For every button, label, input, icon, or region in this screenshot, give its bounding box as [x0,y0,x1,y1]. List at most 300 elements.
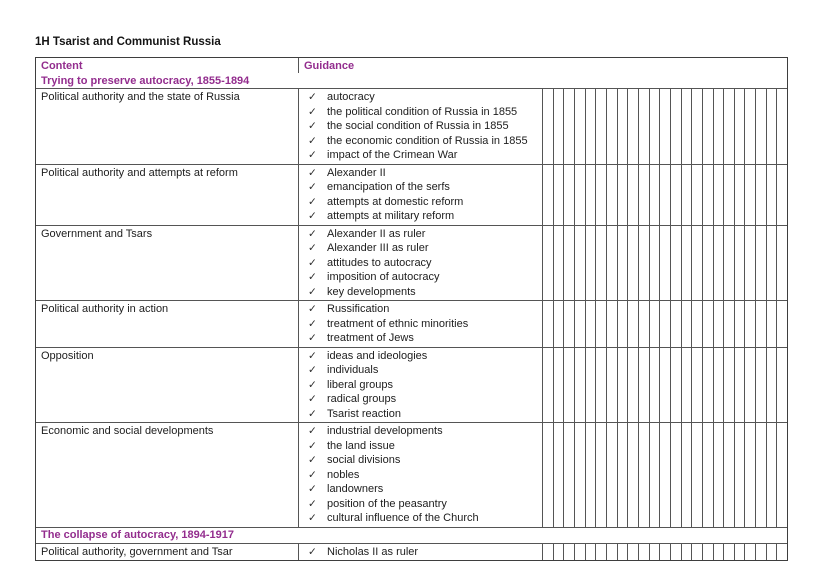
check-icon: ✓ [308,317,317,330]
tick-cell[interactable] [659,348,670,423]
tick-cell[interactable] [542,301,553,347]
tick-cell[interactable] [553,226,564,301]
guidance-item [299,90,542,105]
check-icon: ✓ [308,285,317,298]
tick-cell[interactable] [606,226,617,301]
column-header-guidance: Guidance [298,58,787,73]
tick-cell[interactable] [627,89,638,164]
guidance-list [299,544,542,561]
guidance-item [299,148,542,163]
tick-cells [542,89,787,164]
guidance-item [299,119,542,134]
tick-cell[interactable] [734,89,745,164]
table-row [36,543,787,561]
tick-cells [542,165,787,225]
content-cell [36,544,298,561]
check-icon: ✓ [308,120,317,132]
tick-cell[interactable] [702,165,713,225]
tick-cell[interactable] [670,348,681,423]
tick-cell[interactable] [766,423,777,527]
tick-cell[interactable] [776,226,787,301]
tick-cell[interactable] [713,544,724,561]
tick-cell[interactable] [659,226,670,301]
tick-cell[interactable] [553,89,564,164]
column-header-content: Content [41,59,83,72]
tick-cell[interactable] [606,301,617,347]
guidance-item-label: individuals [327,364,379,376]
tick-cell[interactable] [713,89,724,164]
tick-cell[interactable] [670,226,681,301]
tick-cell[interactable] [713,226,724,301]
section-label: Trying to preserve autocracy, 1855-1894 [41,74,250,87]
tick-cell[interactable] [755,89,766,164]
tick-cell[interactable] [606,89,617,164]
tick-cell[interactable] [681,301,692,347]
tick-cell[interactable] [744,89,755,164]
tick-cell[interactable] [766,544,777,561]
tick-cell[interactable] [681,89,692,164]
check-icon: ✓ [308,393,317,405]
content-cell [36,226,298,301]
tick-cell[interactable] [755,301,766,347]
tick-cell[interactable] [766,89,777,164]
tick-cell[interactable] [681,165,692,225]
tick-cell[interactable] [681,544,692,561]
guidance-item [299,317,542,332]
tick-cell[interactable] [542,423,553,527]
tick-cell[interactable] [723,165,734,225]
guidance-item [299,134,542,149]
guidance-list [299,89,542,164]
tick-cell[interactable] [723,348,734,423]
tick-cell[interactable] [649,226,660,301]
tick-cell[interactable] [563,423,574,527]
tick-cell[interactable] [755,348,766,423]
table-body [36,73,787,560]
tick-cell[interactable] [574,165,585,225]
tick-cell[interactable] [574,89,585,164]
guidance-item [299,166,542,181]
tick-cell[interactable] [617,301,628,347]
guidance-cell [298,301,542,347]
tick-cell[interactable] [691,226,702,301]
tick-cell[interactable] [638,348,649,423]
guidance-item [299,256,542,271]
tick-cell[interactable] [734,226,745,301]
tick-cell[interactable] [649,89,660,164]
tick-cell[interactable] [574,301,585,347]
guidance-item-label: treatment of Jews [327,332,414,344]
guidance-item-label: imposition of autocracy [327,271,440,283]
tick-cell[interactable] [723,89,734,164]
tick-cell[interactable] [713,348,724,423]
tick-cell[interactable] [734,301,745,347]
guidance-item-label: the economic condition of Russia in 1855 [327,134,528,147]
table-row [36,225,787,301]
tick-cell[interactable] [702,301,713,347]
guidance-item-label: the political condition of Russia in 1855 [327,105,518,118]
tick-cell[interactable] [744,226,755,301]
guidance-cell [298,348,542,423]
tick-cell[interactable] [755,544,766,561]
check-icon: ✓ [308,149,317,161]
guidance-list [299,226,542,301]
guidance-cell [298,89,542,164]
tick-cell[interactable] [627,423,638,527]
tick-cell[interactable] [702,226,713,301]
guidance-item [299,439,542,454]
tick-cell[interactable] [617,89,628,164]
tick-cell[interactable] [595,89,606,164]
content-label: Political authority and the state of Russia [41,91,240,103]
check-icon: ✓ [308,210,317,222]
check-icon: ✓ [308,166,317,179]
guidance-item-label: position of the peasantry [327,497,447,510]
content-cell [36,348,298,423]
tick-cell[interactable] [638,89,649,164]
tick-cell[interactable] [563,348,574,423]
check-icon: ✓ [308,227,317,240]
tick-cell[interactable] [574,348,585,423]
tick-cell[interactable] [606,165,617,225]
guidance-item-label: social divisions [327,454,401,466]
tick-cell[interactable] [553,423,564,527]
tick-cell[interactable] [585,348,596,423]
check-icon: ✓ [308,407,317,420]
guidance-item-label: industrial developments [327,425,443,437]
content-label: Government and Tsars [41,227,153,240]
tick-cell[interactable] [627,301,638,347]
content-cell [36,423,298,527]
tick-cell[interactable] [670,423,681,527]
tick-cell[interactable] [585,301,596,347]
guidance-cell [298,544,542,561]
tick-cell[interactable] [542,544,553,561]
tick-cell[interactable] [585,165,596,225]
tick-cell[interactable] [563,226,574,301]
tick-cell[interactable] [723,301,734,347]
tick-cell[interactable] [776,348,787,423]
tick-cell[interactable] [776,89,787,164]
content-cell [36,89,298,164]
tick-cell[interactable] [627,348,638,423]
tick-cell[interactable] [670,301,681,347]
guidance-item-label: Nicholas II as ruler [327,545,419,558]
guidance-item [299,227,542,242]
tick-cell[interactable] [553,301,564,347]
tick-cell[interactable] [670,544,681,561]
guidance-item [299,285,542,300]
guidance-item-label: Alexander III as ruler [327,242,429,254]
guidance-item-label: liberal groups [327,378,394,391]
guidance-cell [298,165,542,225]
tick-cell[interactable] [638,165,649,225]
tick-cell[interactable] [776,423,787,527]
tick-cell[interactable] [617,423,628,527]
check-icon: ✓ [308,349,317,362]
guidance-list [299,301,542,347]
tick-cell[interactable] [585,423,596,527]
tick-cell[interactable] [681,226,692,301]
tick-cell[interactable] [755,165,766,225]
guidance-item [299,331,542,346]
tick-cell[interactable] [691,544,702,561]
tick-cell[interactable] [734,165,745,225]
tick-cells [542,348,787,423]
check-icon: ✓ [308,545,317,558]
guidance-item-label: attempts at domestic reform [327,195,464,208]
check-icon: ✓ [308,497,317,510]
tick-cell[interactable] [776,301,787,347]
tick-cell[interactable] [617,165,628,225]
table-row [36,88,787,164]
tick-cell[interactable] [563,89,574,164]
guidance-item-label: Alexander II as ruler [327,227,426,240]
guidance-item-label: impact of the Crimean War [327,149,458,161]
guidance-item-label: Alexander II [327,166,386,179]
guidance-cell [298,423,542,527]
content-label: Opposition [41,349,94,362]
tick-cell[interactable] [670,165,681,225]
guidance-list [299,348,542,423]
tick-cell[interactable] [617,348,628,423]
check-icon: ✓ [308,454,317,466]
tick-cell[interactable] [713,165,724,225]
tick-cell[interactable] [713,423,724,527]
tick-cell[interactable] [595,226,606,301]
tick-cell[interactable] [563,301,574,347]
check-icon: ✓ [308,181,317,193]
check-icon: ✓ [308,256,317,269]
guidance-item [299,349,542,364]
tick-cell[interactable] [659,89,670,164]
check-icon: ✓ [308,468,317,481]
check-icon: ✓ [308,378,317,391]
tick-cells [542,423,787,527]
check-icon: ✓ [308,91,317,103]
table-row [36,422,787,527]
tick-cell[interactable] [542,165,553,225]
tick-cell[interactable] [723,226,734,301]
tick-cell[interactable] [734,423,745,527]
guidance-item [299,497,542,512]
tick-cell[interactable] [723,423,734,527]
content-label: Political authority, government and Tsar [41,545,233,558]
tick-cell[interactable] [681,423,692,527]
tick-cell[interactable] [542,348,553,423]
guidance-item-label: Tsarist reaction [327,407,401,420]
tick-cell[interactable] [627,226,638,301]
tick-cell[interactable] [766,348,777,423]
tick-cell[interactable] [638,301,649,347]
guidance-item [299,105,542,120]
guidance-item [299,453,542,468]
tick-cell[interactable] [776,544,787,561]
check-icon: ✓ [308,303,317,315]
tick-cell[interactable] [670,89,681,164]
section-row [36,527,787,543]
check-icon: ✓ [308,512,317,524]
tick-cell[interactable] [606,423,617,527]
tick-cell[interactable] [585,89,596,164]
guidance-item-label: Russification [327,303,390,315]
tick-cell[interactable] [659,544,670,561]
tick-cells [542,544,787,561]
tick-cell[interactable] [606,544,617,561]
table-header-row [36,58,787,73]
tick-cell[interactable] [563,544,574,561]
table-row [36,300,787,347]
tick-cell[interactable] [691,348,702,423]
tick-cell[interactable] [638,544,649,561]
tick-cell[interactable] [638,423,649,527]
tick-cell[interactable] [595,165,606,225]
tick-cell[interactable] [744,423,755,527]
tick-cell[interactable] [744,301,755,347]
content-label: Political authority in action [41,303,169,315]
content-cell [36,165,298,225]
check-icon: ✓ [308,364,317,376]
tick-cell[interactable] [638,226,649,301]
guidance-item-label: ideas and ideologies [327,349,428,362]
tick-cell[interactable] [659,301,670,347]
tick-cell[interactable] [702,544,713,561]
tick-cell[interactable] [766,301,777,347]
tick-cell[interactable] [649,423,660,527]
table-row [36,347,787,423]
check-icon: ✓ [308,271,317,283]
check-icon: ✓ [308,332,317,344]
tick-cell[interactable] [766,165,777,225]
guidance-item [299,302,542,317]
tick-cell[interactable] [659,165,670,225]
guidance-item [299,392,542,407]
tick-cell[interactable] [574,423,585,527]
guidance-item-label: nobles [327,468,360,481]
tick-cell[interactable] [574,544,585,561]
tick-cell[interactable] [734,544,745,561]
tick-cell[interactable] [659,423,670,527]
tick-cell[interactable] [649,348,660,423]
content-cell [36,301,298,347]
guidance-item [299,363,542,378]
tick-cell[interactable] [617,544,628,561]
check-icon: ✓ [308,134,317,147]
tick-cell[interactable] [553,348,564,423]
tick-cell[interactable] [723,544,734,561]
tick-cell[interactable] [702,89,713,164]
tick-cell[interactable] [585,544,596,561]
tick-cell[interactable] [681,348,692,423]
tick-cell[interactable] [595,348,606,423]
tick-cell[interactable] [574,226,585,301]
tick-cell[interactable] [606,348,617,423]
tick-cell[interactable] [627,544,638,561]
guidance-item [299,511,542,526]
check-icon: ✓ [308,425,317,437]
guidance-item [299,270,542,285]
guidance-item-label: attitudes to autocracy [327,256,432,269]
tick-cell[interactable] [649,544,660,561]
tick-cell[interactable] [776,165,787,225]
tick-cell[interactable] [627,165,638,225]
guidance-list [299,423,542,527]
guidance-item-label: treatment of ethnic minorities [327,317,469,330]
tick-cell[interactable] [755,423,766,527]
check-icon: ✓ [308,105,317,118]
guidance-item [299,241,542,256]
checklist-table [35,57,788,561]
tick-cell[interactable] [691,89,702,164]
tick-cell[interactable] [702,348,713,423]
table-row [36,164,787,225]
tick-cell[interactable] [649,165,660,225]
tick-cell[interactable] [595,423,606,527]
guidance-item-label: the social condition of Russia in 1855 [327,120,509,132]
guidance-item-label: key developments [327,285,416,298]
tick-cell[interactable] [553,165,564,225]
guidance-item [299,378,542,393]
check-icon: ✓ [308,483,317,495]
tick-cells [542,226,787,301]
guidance-item-label: landowners [327,483,384,495]
guidance-item [299,195,542,210]
guidance-item [299,209,542,224]
tick-cell[interactable] [691,423,702,527]
tick-cell[interactable] [542,89,553,164]
guidance-item-label: emancipation of the serfs [327,181,450,193]
guidance-cell [298,226,542,301]
guidance-item [299,424,542,439]
tick-cell[interactable] [744,544,755,561]
guidance-item [299,407,542,422]
tick-cell[interactable] [691,165,702,225]
tick-cell[interactable] [744,348,755,423]
tick-cell[interactable] [617,226,628,301]
guidance-item-label: radical groups [327,393,397,405]
content-label: Economic and social developments [41,425,214,437]
tick-cell[interactable] [691,301,702,347]
guidance-item-label: autocracy [327,91,375,103]
check-icon: ✓ [308,439,317,452]
tick-cell[interactable] [734,348,745,423]
guidance-item [299,180,542,195]
tick-cell[interactable] [755,226,766,301]
guidance-item [299,468,542,483]
tick-cell[interactable] [585,226,596,301]
tick-cells [542,301,787,347]
section-label: The collapse of autocracy, 1894-1917 [41,529,234,541]
tick-cell[interactable] [542,226,553,301]
tick-cell[interactable] [595,301,606,347]
tick-cell[interactable] [649,301,660,347]
guidance-list [299,165,542,225]
tick-cell[interactable] [563,165,574,225]
tick-cell[interactable] [702,423,713,527]
tick-cell[interactable] [553,544,564,561]
guidance-item [299,482,542,497]
tick-cell[interactable] [766,226,777,301]
check-icon: ✓ [308,195,317,208]
tick-cell[interactable] [713,301,724,347]
guidance-item-label: cultural influence of the Church [327,512,479,524]
guidance-item-label: attempts at military reform [327,210,455,222]
tick-cell[interactable] [744,165,755,225]
guidance-item-label: the land issue [327,439,395,452]
tick-cell[interactable] [595,544,606,561]
content-label: Political authority and attempts at reform [41,166,238,179]
guidance-item [299,545,542,560]
